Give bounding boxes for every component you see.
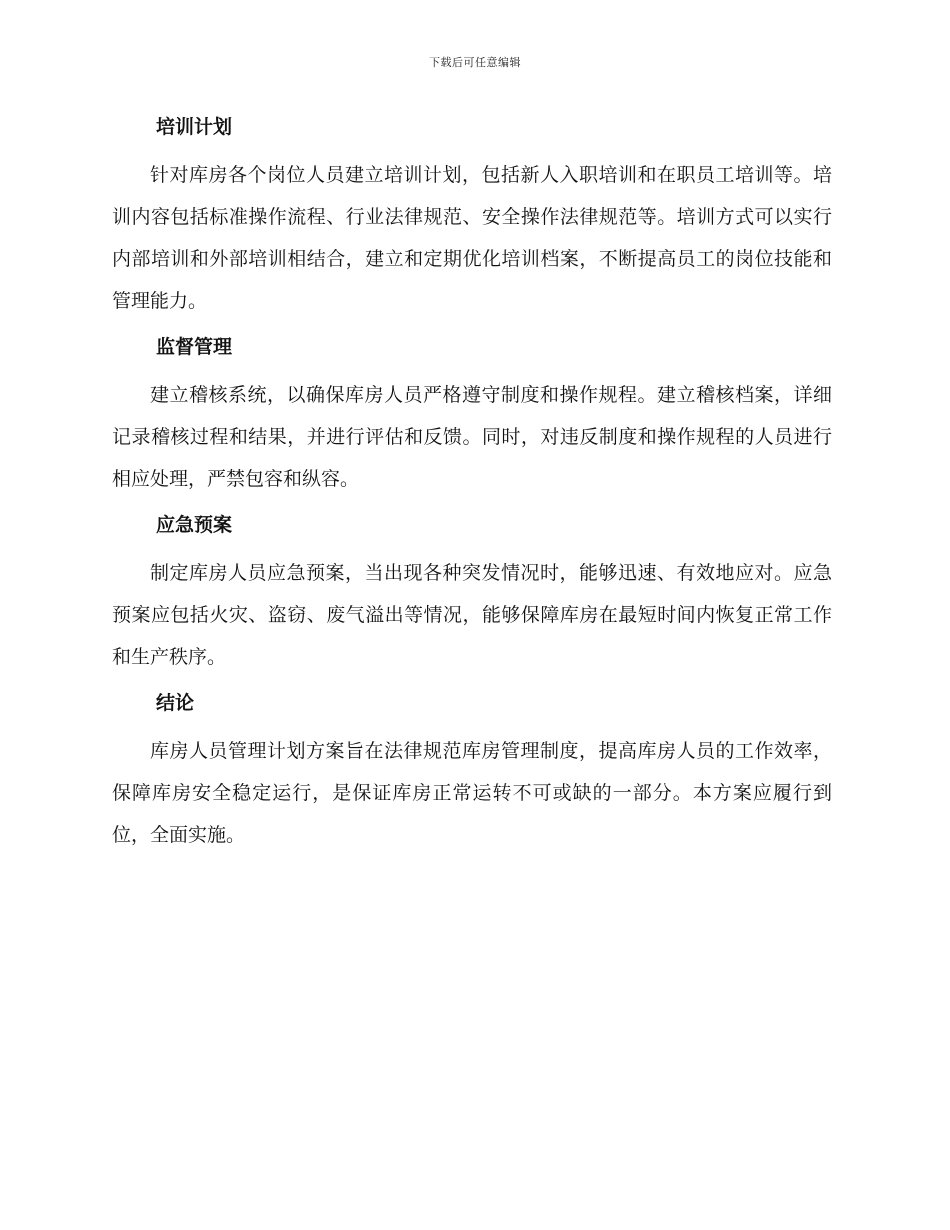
document-body	[112, 112, 832, 866]
section-paragraph: 针对库房各个岗位人员建立培训计划，包括新人入职培训和在职员工培训等。培训内容包括标准操作流程、行业法律规范、安全操作法律规范等。培训方式可以实行内部培训和外部培训相结合，建立和定期优化培训档案，不断提高员工的岗位技能和管理能力。	[112, 164, 832, 312]
section-paragraph: 库房人员管理计划方案旨在法律规范库房管理制度，提高库房人员的工作效率，保障库房安全稳定运行，是保证库房正常运转不可或缺的一部分。本方案应履行到位，全面实施。	[112, 740, 832, 846]
section-paragraph: 制定库房人员应急预案，当出现各种突发情况时，能够迅速、有效地应对。应急预案应包括火灾、盗窃、废气溢出等情况，能够保障库房在最短时间内恢复正常工作和生产秩序。	[112, 562, 832, 668]
section-training	[112, 112, 832, 322]
section-title: 培训计划	[156, 116, 233, 138]
section-conclusion	[112, 688, 832, 856]
section-paragraph: 建立稽核系统，以确保库房人员严格遵守制度和操作规程。建立稽核档案，详细记录稽核过程和结果，并进行评估和反馈。同时，对违反制度和操作规程的人员进行相应处理，严禁包容和纵容。	[112, 384, 832, 490]
section-supervision	[112, 332, 832, 500]
section-emergency-plan	[112, 510, 832, 678]
page-header: 下载后可任意编辑	[429, 56, 521, 69]
section-title: 结论	[156, 692, 195, 714]
section-title: 监督管理	[156, 336, 233, 358]
section-title: 应急预案	[156, 514, 233, 536]
